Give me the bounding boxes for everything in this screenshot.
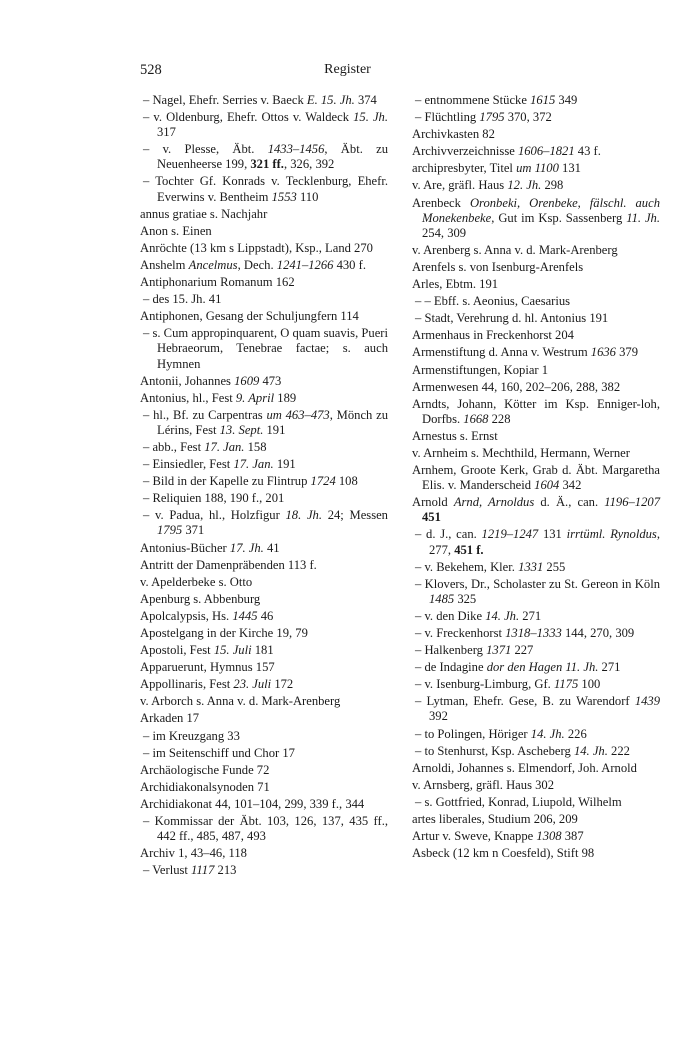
index-entry: Antiphonarium Romanum 162 <box>140 275 295 290</box>
index-entry: Arkaden 17 <box>140 711 200 726</box>
index-entry: Armenwesen 44, 160, 202–206, 288, 382 <box>412 379 621 394</box>
index-entry: Asbeck (12 km n Coesfeld), Stift 98 <box>412 846 595 861</box>
index-column-left <box>140 93 388 880</box>
index-entry: Archivkasten 82 <box>412 127 495 142</box>
index-entry: – im Kreuzgang 33 <box>143 728 240 743</box>
index-entry: – Kommissar der Äbt. 103, 126, 137, 435 ff., 442 ff., 485, 487, 493 <box>143 814 388 844</box>
index-entry: – de Indagine dor den Hagen 11. Jh. 271 <box>415 660 621 675</box>
index-entry: v. Arborch s. Anna v. d. Mark-Arenberg <box>140 694 341 709</box>
index-entry: – v. Padua, hl., Holzfigur 18. Jh. 24; Messen 1795 371 <box>143 508 388 538</box>
index-entry: Antonius-Bücher 17. Jh. 41 <box>140 540 280 555</box>
index-entry: – entnommene Stücke 1615 349 <box>415 93 578 107</box>
index-entry: Antritt der Damenpräbenden 113 f. <box>140 557 317 572</box>
index-entry: Antiphonen, Gesang der Schuljungfern 114 <box>140 309 359 324</box>
index-entry: Anshelm Ancelmus, Dech. 1241–1266 430 f. <box>140 257 366 272</box>
index-entry: – Einsiedler, Fest 17. Jan. 191 <box>143 457 296 472</box>
index-entry: Apostelgang in der Kirche 19, 79 <box>140 626 308 640</box>
index-entry: Archäologische Funde 72 <box>140 762 270 777</box>
index-entry: Arnestus s. Ernst <box>412 428 498 443</box>
index-entry: – v. Freckenhorst 1318–1333 144, 270, 309 <box>415 626 635 640</box>
index-entry: Arles, Ebtm. 191 <box>412 277 499 292</box>
index-entry: Arndts, Johann, Kötter im Ksp. Enniger-loh, Dorfbs. 1668 228 <box>412 396 660 426</box>
index-entry: Apostoli, Fest 15. Juli 181 <box>140 643 274 658</box>
index-entry: Anröchte (13 km s Lippstadt), Ksp., Land 270 <box>140 240 373 255</box>
index-entry: Arnoldi, Johannes s. Elmendorf, Joh. Arnold <box>412 760 637 775</box>
index-entry: – hl., Bf. zu Carpentras um 463–473, Mönch zu Lérins, Fest 13. Sept. 191 <box>143 407 388 437</box>
index-entry: Artur v. Sweve, Knappe 1308 387 <box>412 829 584 844</box>
index-entry: – d. J., can. 1219–1247 131 irrtüml. Rynoldus, 277, 451 f. <box>415 527 660 557</box>
index-entry: v. Apelderbeke s. Otto <box>140 574 253 589</box>
index-entry: Armenhaus in Freckenhorst 204 <box>412 328 574 343</box>
index-entry: Arnold Arnd, Arnoldus d. Ä., can. 1196–1207 451 <box>412 495 660 525</box>
index-entry: artes liberales, Studium 206, 209 <box>412 812 578 827</box>
index-entry: v. Arnheim s. Mechthild, Hermann, Werner <box>412 445 630 460</box>
index-entry: – s. Cum appropinquarent, O quam suavis, Pueri Hebraeorum, Tenebrae factae; s. auch Hymnen <box>143 326 388 371</box>
page-header <box>140 62 555 82</box>
index-entry: – to Polingen, Höriger 14. Jh. 226 <box>415 726 587 741</box>
index-entry: Archivverzeichnisse 1606–1821 43 f. <box>412 144 601 159</box>
index-entry: annus gratiae s. Nachjahr <box>140 206 268 221</box>
index-entry: v. Arnsberg, gräfl. Haus 302 <box>412 777 555 792</box>
index-entry: – v. Bekehem, Kler. 1331 255 <box>415 559 566 574</box>
index-entry: – des 15. Jh. 41 <box>143 292 222 307</box>
index-entry: – Reliquien 188, 190 f., 201 <box>143 491 285 506</box>
index-entry: Archidiakonalsynoden 71 <box>140 779 270 794</box>
index-entry: Arenfels s. von Isenburg-Arenfels <box>412 259 584 274</box>
index-entry: v. Arenberg s. Anna v. d. Mark-Arenberg <box>412 242 618 257</box>
index-entry: – abb., Fest 17. Jan. 158 <box>143 439 267 454</box>
index-column-right <box>412 93 660 863</box>
index-entry: – s. Gottfried, Konrad, Liupold, Wilhelm <box>415 794 622 809</box>
index-entry: – Verlust 1117 213 <box>143 863 237 878</box>
index-entry: – im Seitenschiff und Chor 17 <box>143 745 295 760</box>
index-entry: Apenburg s. Abbenburg <box>140 591 261 606</box>
index-entry: Armenstiftungen, Kopiar 1 <box>412 362 549 377</box>
index-entry: Archidiakonat 44, 101–104, 299, 339 f., 344 <box>140 796 365 811</box>
index-entry: – Klovers, Dr., Scholaster zu St. Gereon in Köln 1485 325 <box>415 576 660 606</box>
index-entry: Armenstiftung d. Anna v. Westrum 1636 379 <box>412 345 639 360</box>
running-title: Register <box>324 62 371 77</box>
index-entry: Arenbeck Oronbeki, Orenbeke, fälschl. auch Monekenbeke, Gut im Ksp. Sassenberg 11. Jh. 254, 309 <box>412 195 660 240</box>
index-entry: – v. Isenburg-Limburg, Gf. 1175 100 <box>415 677 601 692</box>
index-entry: v. Are, gräfl. Haus 12. Jh. 298 <box>412 178 564 193</box>
index-entry: Appollinaris, Fest 23. Juli 172 <box>140 677 294 692</box>
index-entry: Anon s. Einen <box>140 223 212 238</box>
index-entry: Arnhem, Groote Kerk, Grab d. Äbt. Margaretha Elis. v. Manderscheid 1604 342 <box>412 463 660 493</box>
index-entry: archipresbyter, Titel um 1100 131 <box>412 161 581 176</box>
index-entry: – Flüchtling 1795 370, 372 <box>415 110 552 125</box>
index-entry: – Nagel, Ehefr. Serries v. Baeck E. 15. Jh. 374 <box>143 93 377 107</box>
index-entry: Apparuerunt, Hymnus 157 <box>140 660 275 675</box>
index-entry: – v. den Dike 14. Jh. 271 <box>415 608 542 623</box>
index-entry: Archiv 1, 43–46, 118 <box>140 846 247 861</box>
index-entry: – v. Oldenburg, Ehefr. Ottos v. Waldeck 15. Jh. 317 <box>143 110 388 140</box>
index-entry: – – Ebff. s. Aeonius, Caesarius <box>415 294 571 309</box>
index-entry: – Halkenberg 1371 227 <box>415 643 534 658</box>
index-entry: – Bild in der Kapelle zu Flintrup 1724 108 <box>143 474 358 489</box>
index-entry: – Lytman, Ehefr. Gese, B. zu Warendorf 1439 392 <box>415 694 660 724</box>
index-entry: – to Stenhurst, Ksp. Ascheberg 14. Jh. 222 <box>415 743 630 758</box>
index-entry: Antonii, Johannes 1609 473 <box>140 373 282 388</box>
page-number: 528 <box>140 62 162 78</box>
index-entry: – Tochter Gf. Konrads v. Tecklenburg, Ehefr. Everwins v. Bentheim 1553 110 <box>143 174 388 204</box>
index-entry: Antonius, hl., Fest 9. April 189 <box>140 390 297 405</box>
index-entry: – Stadt, Verehrung d. hl. Antonius 191 <box>415 311 609 326</box>
index-entry: Apolcalypsis, Hs. 1445 46 <box>140 608 274 623</box>
index-entry: – v. Plesse, Äbt. 1433–1456, Äbt. zu Neuenheerse 199, 321 ff., 326, 392 <box>143 142 388 172</box>
